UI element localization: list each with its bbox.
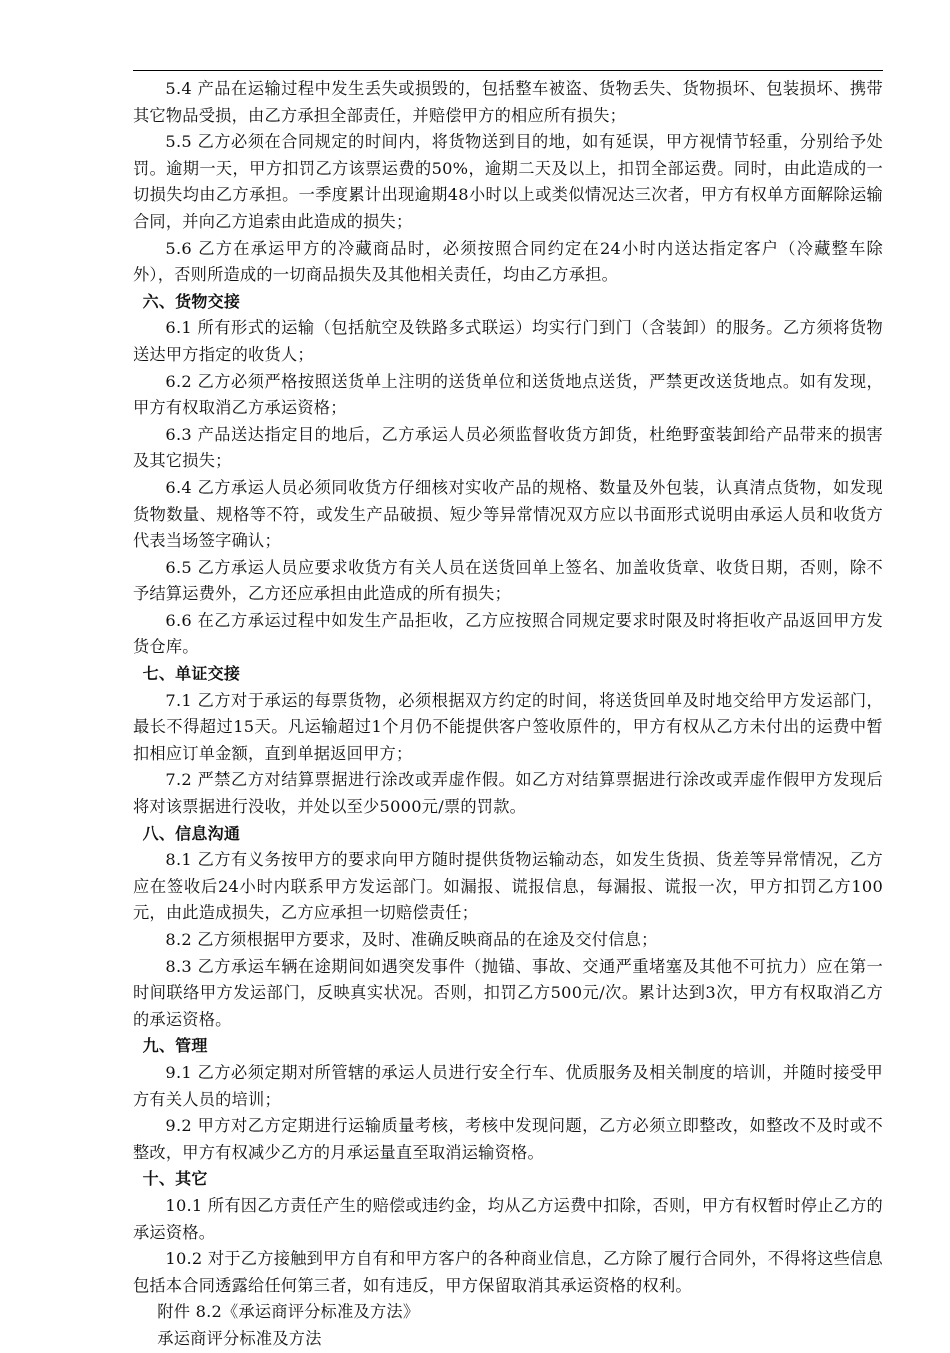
clause-paragraph: 6.5 乙方承运人员应要求收货方有关人员在送货回单上签名、加盖收货章、收货日期，否则，除不予结算运费外，乙方还应承担由此造成的所有损失； <box>133 557 883 604</box>
clause-paragraph: 8.3 乙方承运车辆在途期间如遇突发事件（抛锚、事故、交通严重堵塞及其他不可抗力）应在第一时间联络甲方发运部门，反映真实状况。否则，扣罚乙方500元/次。累计达到3次，甲方有权取消乙方的承运资格。 <box>133 956 883 1029</box>
section-heading: 九、管理 <box>142 1036 208 1056</box>
clause-paragraph: 7.2 严禁乙方对结算票据进行涂改或弄虚作假。如乙方对结算票据进行涂改或弄虚作假甲方发现后将对该票据进行没收，并处以至少5000元/票的罚款。 <box>133 770 883 817</box>
section-heading: 七、单证交接 <box>142 664 241 684</box>
clause-paragraph: 5.6 乙方在承运甲方的冷藏商品时，必须按照合同约定在24小时内送达指定客户（冷藏整车除外），否则所造成的一切商品损失及其他相关责任，均由乙方承担。 <box>133 238 883 285</box>
clause-paragraph: 6.3 产品送达指定目的地后，乙方承运人员必须监督收货方卸货，杜绝野蛮装卸给产品带来的损害及其它损失； <box>133 424 883 471</box>
clause-paragraph: 10.2 对于乙方接触到甲方自有和甲方客户的各种商业信息，乙方除了履行合同外，不得将这些信息包括本合同透露给任何第三者，如有违反，甲方保留取消其承运资格的权利。 <box>133 1249 883 1295</box>
header-rule <box>133 70 883 71</box>
clause-paragraph: 6.6 在乙方承运过程中如发生产品拒收，乙方应按照合同规定要求时限及时将拒收产品返回甲方发货仓库。 <box>133 610 883 657</box>
clause-paragraph: 5.5 乙方必须在合同规定的时间内，将货物送到目的地，如有延误，甲方视情节轻重，分别给予处罚。逾期一天，甲方扣罚乙方该票运费的50%，逾期二天及以上，扣罚全部运费。同时，由此造成的一切损失均由乙方承担。一季度累计出现逾期48小时以上或类似情况达三次者，甲方有权单方面解除运输合同，并向乙方追索由此造成的损失； <box>133 132 883 231</box>
attachment-line: 附件 8.2《承运商评分标准及方法》 <box>157 1302 420 1322</box>
clause-paragraph: 9.1 乙方必须定期对所管辖的承运人员进行安全行车、优质服务及相关制度的培训，并随时接受甲方有关人员的培训； <box>133 1062 883 1109</box>
document-body <box>133 76 883 1353</box>
clause-paragraph: 6.1 所有形式的运输（包括航空及铁路多式联运）均实行门到门（含装卸）的服务。乙方须将货物送达甲方指定的收货人； <box>133 318 883 364</box>
section-heading: 八、信息沟通 <box>142 823 241 843</box>
clause-paragraph: 9.2 甲方对乙方定期进行运输质量考核，考核中发现问题，乙方必须立即整改，如整改不及时或不整改，甲方有权减少乙方的月承运量直至取消运输资格。 <box>133 1116 883 1162</box>
clause-paragraph: 5.4 产品在运输过程中发生丢失或损毁的，包括整车被盗、货物丢失、货物损坏、包装损坏、携带其它物品受损，由乙方承担全部责任，并赔偿甲方的相应所有损失； <box>133 79 883 125</box>
section-heading: 六、货物交接 <box>142 291 241 311</box>
clause-paragraph: 8.1 乙方有义务按甲方的要求向甲方随时提供货物运输动态，如发生货损、货差等异常情况，乙方应在签收后24小时内联系甲方发运部门。如漏报、谎报信息，每漏报、谎报一次，甲方扣罚乙方100元，由此造成损失，乙方应承担一切赔偿责任； <box>133 850 883 923</box>
clause-paragraph: 6.4 乙方承运人员必须同收货方仔细核对实收产品的规格、数量及外包装，认真清点货物，如发现货物数量、规格等不符，或发生产品破损、短少等异常情况双方应以书面形式说明由承运人员和收货方代表当场签字确认； <box>133 477 883 551</box>
clause-paragraph: 7.1 乙方对于承运的每票货物，必须根据双方约定的时间，将送货回单及时地交给甲方发运部门，最长不得超过15天。凡运输超过1个月仍不能提供客户签收原件的，甲方有权从乙方未付出的运费中暂扣相应订单金额，直到单据返回甲方； <box>133 690 883 763</box>
clause-paragraph: 10.1 所有因乙方责任产生的赔偿或违约金，均从乙方运费中扣除，否则，甲方有权暂时停止乙方的承运资格。 <box>133 1195 883 1242</box>
clause-paragraph: 8.2 乙方须根据甲方要求，及时、准确反映商品的在途及交付信息； <box>165 930 658 949</box>
section-heading: 十、其它 <box>142 1169 208 1189</box>
clause-paragraph: 6.2 乙方必须严格按照送货单上注明的送货单位和送货地点送货，严禁更改送货地点。如有发现，甲方有权取消乙方承运资格； <box>133 371 883 418</box>
attachment-line: 承运商评分标准及方法 <box>157 1328 322 1348</box>
